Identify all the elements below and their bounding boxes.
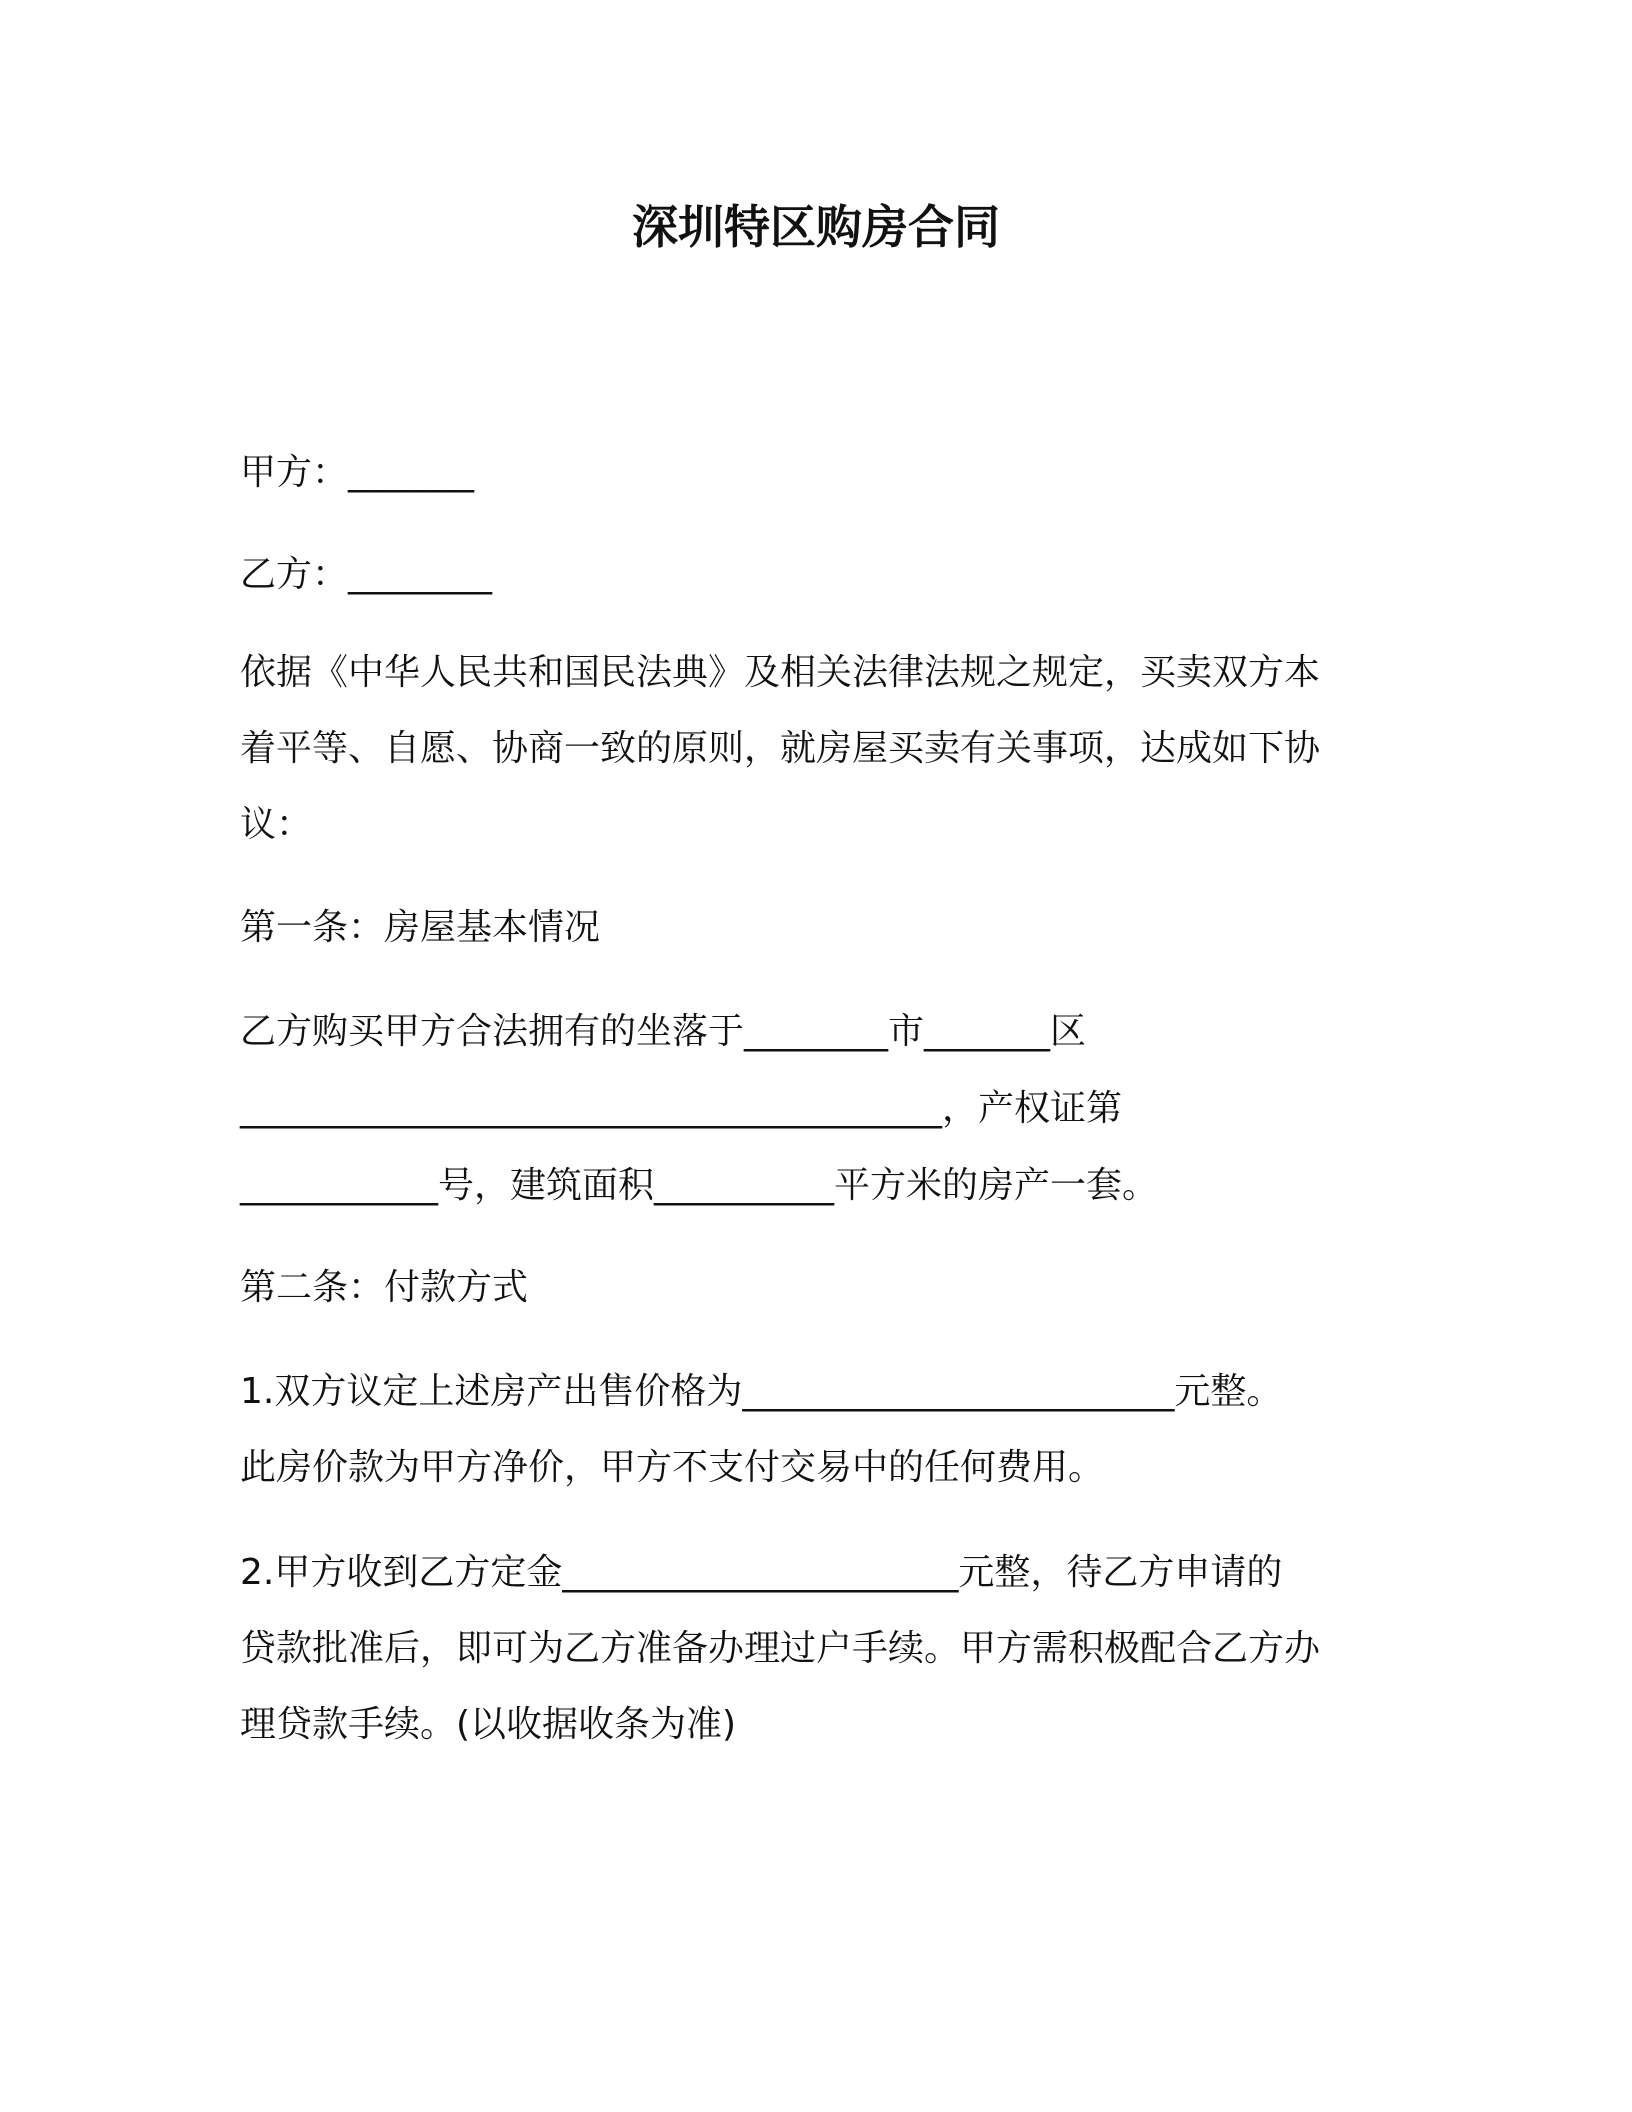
article1-line: 乙方购买甲方合法拥有的坐落于________市_______区 [240,1011,1087,1052]
article1-line: ___________号，建筑面积__________平方米的房产一套。 [240,1165,1159,1206]
article2-heading [240,1250,1400,1326]
clause1-line: 1.双方议定上述房产出售价格为________________________元整。 [240,1371,1283,1412]
article2-heading-text: 第二条：付款方式 [240,1267,529,1308]
party-a-line [240,435,1400,511]
preamble-line: 依据《中华人民共和国民法典》及相关法律法规之规定，买卖双方本 [240,652,1321,693]
party-b-text: 乙方：________ [240,554,493,595]
preamble-line: 着平等、自愿、协商一致的原则，就房屋买卖有关事项，达成如下协 [240,728,1321,769]
party-a-text: 甲方：_______ [240,452,475,493]
document-title: 深圳特区购房合同 [632,200,1000,254]
party-b-line [240,537,1400,613]
preamble-paragraph [240,635,1400,863]
article2-clause2 [240,1535,1400,1763]
article1-heading [240,890,1400,966]
article1-body [240,993,1400,1224]
article2-clause1 [240,1354,1400,1506]
article1-line: _______________________________________，产权证第 [240,1088,1123,1129]
clause1-line: 此房价款为甲方净价，甲方不支付交易中的任何费用。 [240,1447,1105,1488]
preamble-line: 议： [240,804,313,845]
clause2-line: 贷款批准后，即可为乙方准备办理过户手续。甲方需积极配合乙方办 [240,1628,1321,1669]
clause2-line: 2.甲方收到乙方定金______________________元整，待乙方申请的 [240,1552,1283,1593]
article1-heading-text: 第一条：房屋基本情况 [240,907,601,948]
clause2-line: 理贷款手续。(以收据收条为准) [240,1704,737,1745]
